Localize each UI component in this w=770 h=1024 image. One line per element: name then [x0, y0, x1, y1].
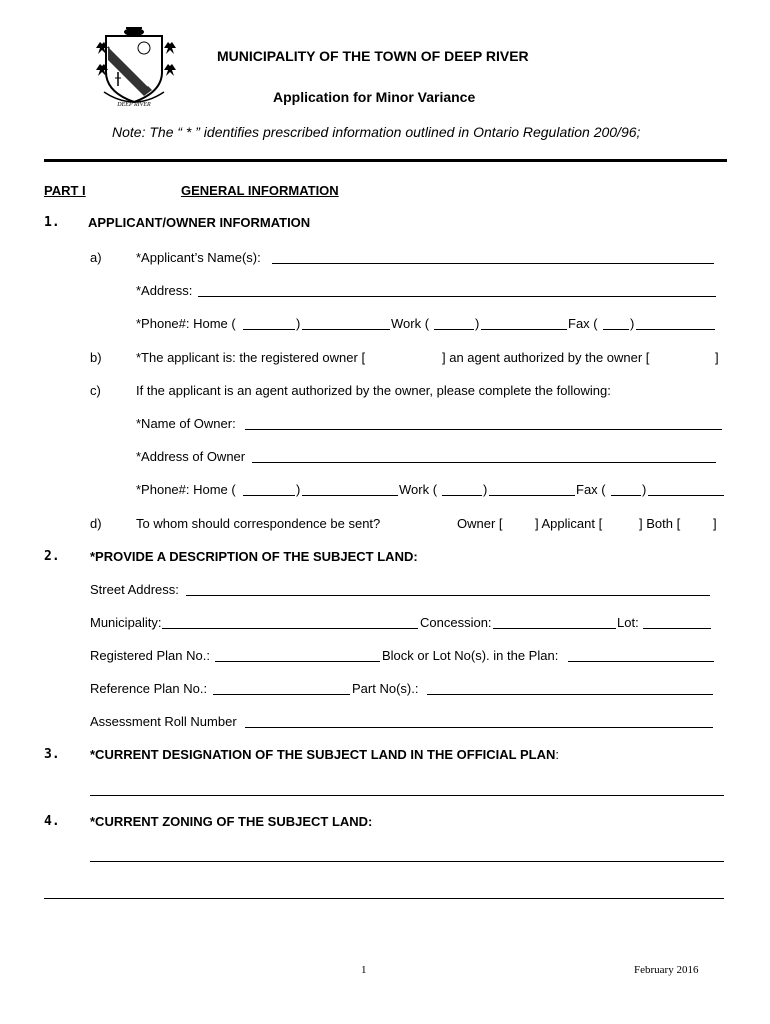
owner-address-label: *Address of Owner [136, 449, 246, 464]
street-address-field[interactable] [186, 595, 710, 596]
section-number: 1. [44, 215, 60, 230]
owner-option-label: Owner [ [457, 516, 503, 531]
regulation-note: Note: The “ * ” identifies prescribed information outlined in Ontario Regulation 200/96; [112, 124, 641, 140]
part-nos-field[interactable] [427, 694, 713, 695]
municipality-label: Municipality: [90, 615, 162, 630]
owner-name-label: *Name of Owner: [136, 416, 236, 431]
item-letter: a) [90, 250, 102, 265]
owner-fax-phone-field[interactable] [648, 495, 724, 496]
agent-label: ] an agent authorized by the owner [ [442, 350, 650, 365]
applicant-type-label: *The applicant is: the registered owner [ [136, 350, 366, 365]
fax-area-code-field[interactable] [603, 329, 629, 330]
owner-work-phone-field[interactable] [489, 495, 575, 496]
footer-divider [44, 898, 724, 899]
agent-instruction: If the applicant is an agent authorized by the owner, please complete the following: [136, 383, 611, 398]
header-divider [44, 159, 727, 162]
block-lot-label: Block or Lot No(s). in the Plan: [382, 648, 559, 663]
section-heading: *CURRENT ZONING OF THE SUBJECT LAND: [90, 814, 373, 829]
applicant-option-label: ] Applicant [ [535, 516, 603, 531]
paren-close: ) [296, 316, 301, 331]
registered-plan-field[interactable] [215, 661, 380, 662]
paren-close: ) [483, 482, 488, 497]
owner-address-field[interactable] [252, 462, 716, 463]
assessment-roll-label: Assessment Roll Number [90, 714, 237, 729]
heading-colon: : [555, 747, 559, 762]
bracket-close: ] [715, 350, 719, 365]
applicant-option-checkbox[interactable] [612, 512, 636, 532]
item-letter: c) [90, 383, 101, 398]
phone-fax-label: Fax ( [568, 316, 598, 331]
item-letter: b) [90, 350, 102, 365]
work-area-code-field[interactable] [434, 329, 474, 330]
official-plan-designation-field[interactable] [90, 795, 724, 796]
lot-label: Lot: [617, 615, 639, 630]
bracket-close: ] [713, 516, 717, 531]
section-number: 2. [44, 549, 60, 564]
home-phone-field[interactable] [302, 329, 390, 330]
owner-option-checkbox[interactable] [516, 512, 534, 532]
lot-field[interactable] [643, 628, 711, 629]
form-title: MUNICIPALITY OF THE TOWN OF DEEP RIVER [217, 48, 529, 64]
reference-plan-label: Reference Plan No.: [90, 681, 208, 696]
agent-checkbox[interactable] [664, 346, 712, 366]
part-nos-label: Part No(s).: [352, 681, 419, 696]
town-crest-logo [92, 22, 180, 110]
paren-close: ) [296, 482, 301, 497]
reference-plan-field[interactable] [213, 694, 350, 695]
section-heading: *CURRENT DESIGNATION OF THE SUBJECT LAND IN THE OFFICIAL PLAN [90, 747, 556, 762]
address-label: *Address: [136, 283, 193, 298]
section-heading: *PROVIDE A DESCRIPTION OF THE SUBJECT LAND: [90, 549, 418, 564]
section-number: 3. [44, 747, 60, 762]
phone-work-label: Work ( [391, 316, 430, 331]
assessment-roll-field[interactable] [245, 727, 713, 728]
both-option-checkbox[interactable] [692, 512, 712, 532]
concession-label: Concession: [420, 615, 492, 630]
registered-owner-checkbox[interactable] [392, 346, 438, 366]
owner-home-phone-field[interactable] [302, 495, 398, 496]
page-number: 1 [361, 964, 367, 976]
owner-fax-area-code-field[interactable] [611, 495, 641, 496]
registered-plan-label: Registered Plan No.: [90, 648, 210, 663]
home-area-code-field[interactable] [243, 329, 295, 330]
phone-home-label: *Phone#: Home ( [136, 316, 236, 331]
zoning-field[interactable] [90, 861, 724, 862]
section-heading: APPLICANT/OWNER INFORMATION [88, 215, 311, 230]
applicant-name-field[interactable] [272, 263, 714, 264]
fax-phone-field[interactable] [636, 329, 715, 330]
paren-close: ) [475, 316, 480, 331]
correspondence-question: To whom should correspondence be sent? [136, 516, 381, 531]
work-phone-field[interactable] [481, 329, 567, 330]
part-heading: GENERAL INFORMATION [181, 183, 339, 198]
both-option-label: ] Both [ [639, 516, 681, 531]
paren-close: ) [630, 316, 635, 331]
item-letter: d) [90, 516, 102, 531]
form-subtitle: Application for Minor Variance [273, 89, 476, 105]
block-lot-field[interactable] [568, 661, 714, 662]
applicant-name-label: *Applicant’s Name(s): [136, 250, 261, 265]
revision-date: February 2016 [634, 964, 699, 976]
owner-name-field[interactable] [245, 429, 722, 430]
phone-work-label: Work ( [399, 482, 438, 497]
phone-fax-label: Fax ( [576, 482, 606, 497]
phone-home-label: *Phone#: Home ( [136, 482, 236, 497]
part-label: PART I [44, 183, 86, 198]
seal-text: DEEP RIVER [117, 102, 151, 108]
applicant-address-field[interactable] [198, 296, 716, 297]
paren-close: ) [642, 482, 647, 497]
municipality-field[interactable] [162, 628, 418, 629]
owner-home-area-code-field[interactable] [243, 495, 295, 496]
section-number: 4. [44, 814, 60, 829]
concession-field[interactable] [493, 628, 616, 629]
owner-work-area-code-field[interactable] [442, 495, 482, 496]
street-address-label: Street Address: [90, 582, 179, 597]
